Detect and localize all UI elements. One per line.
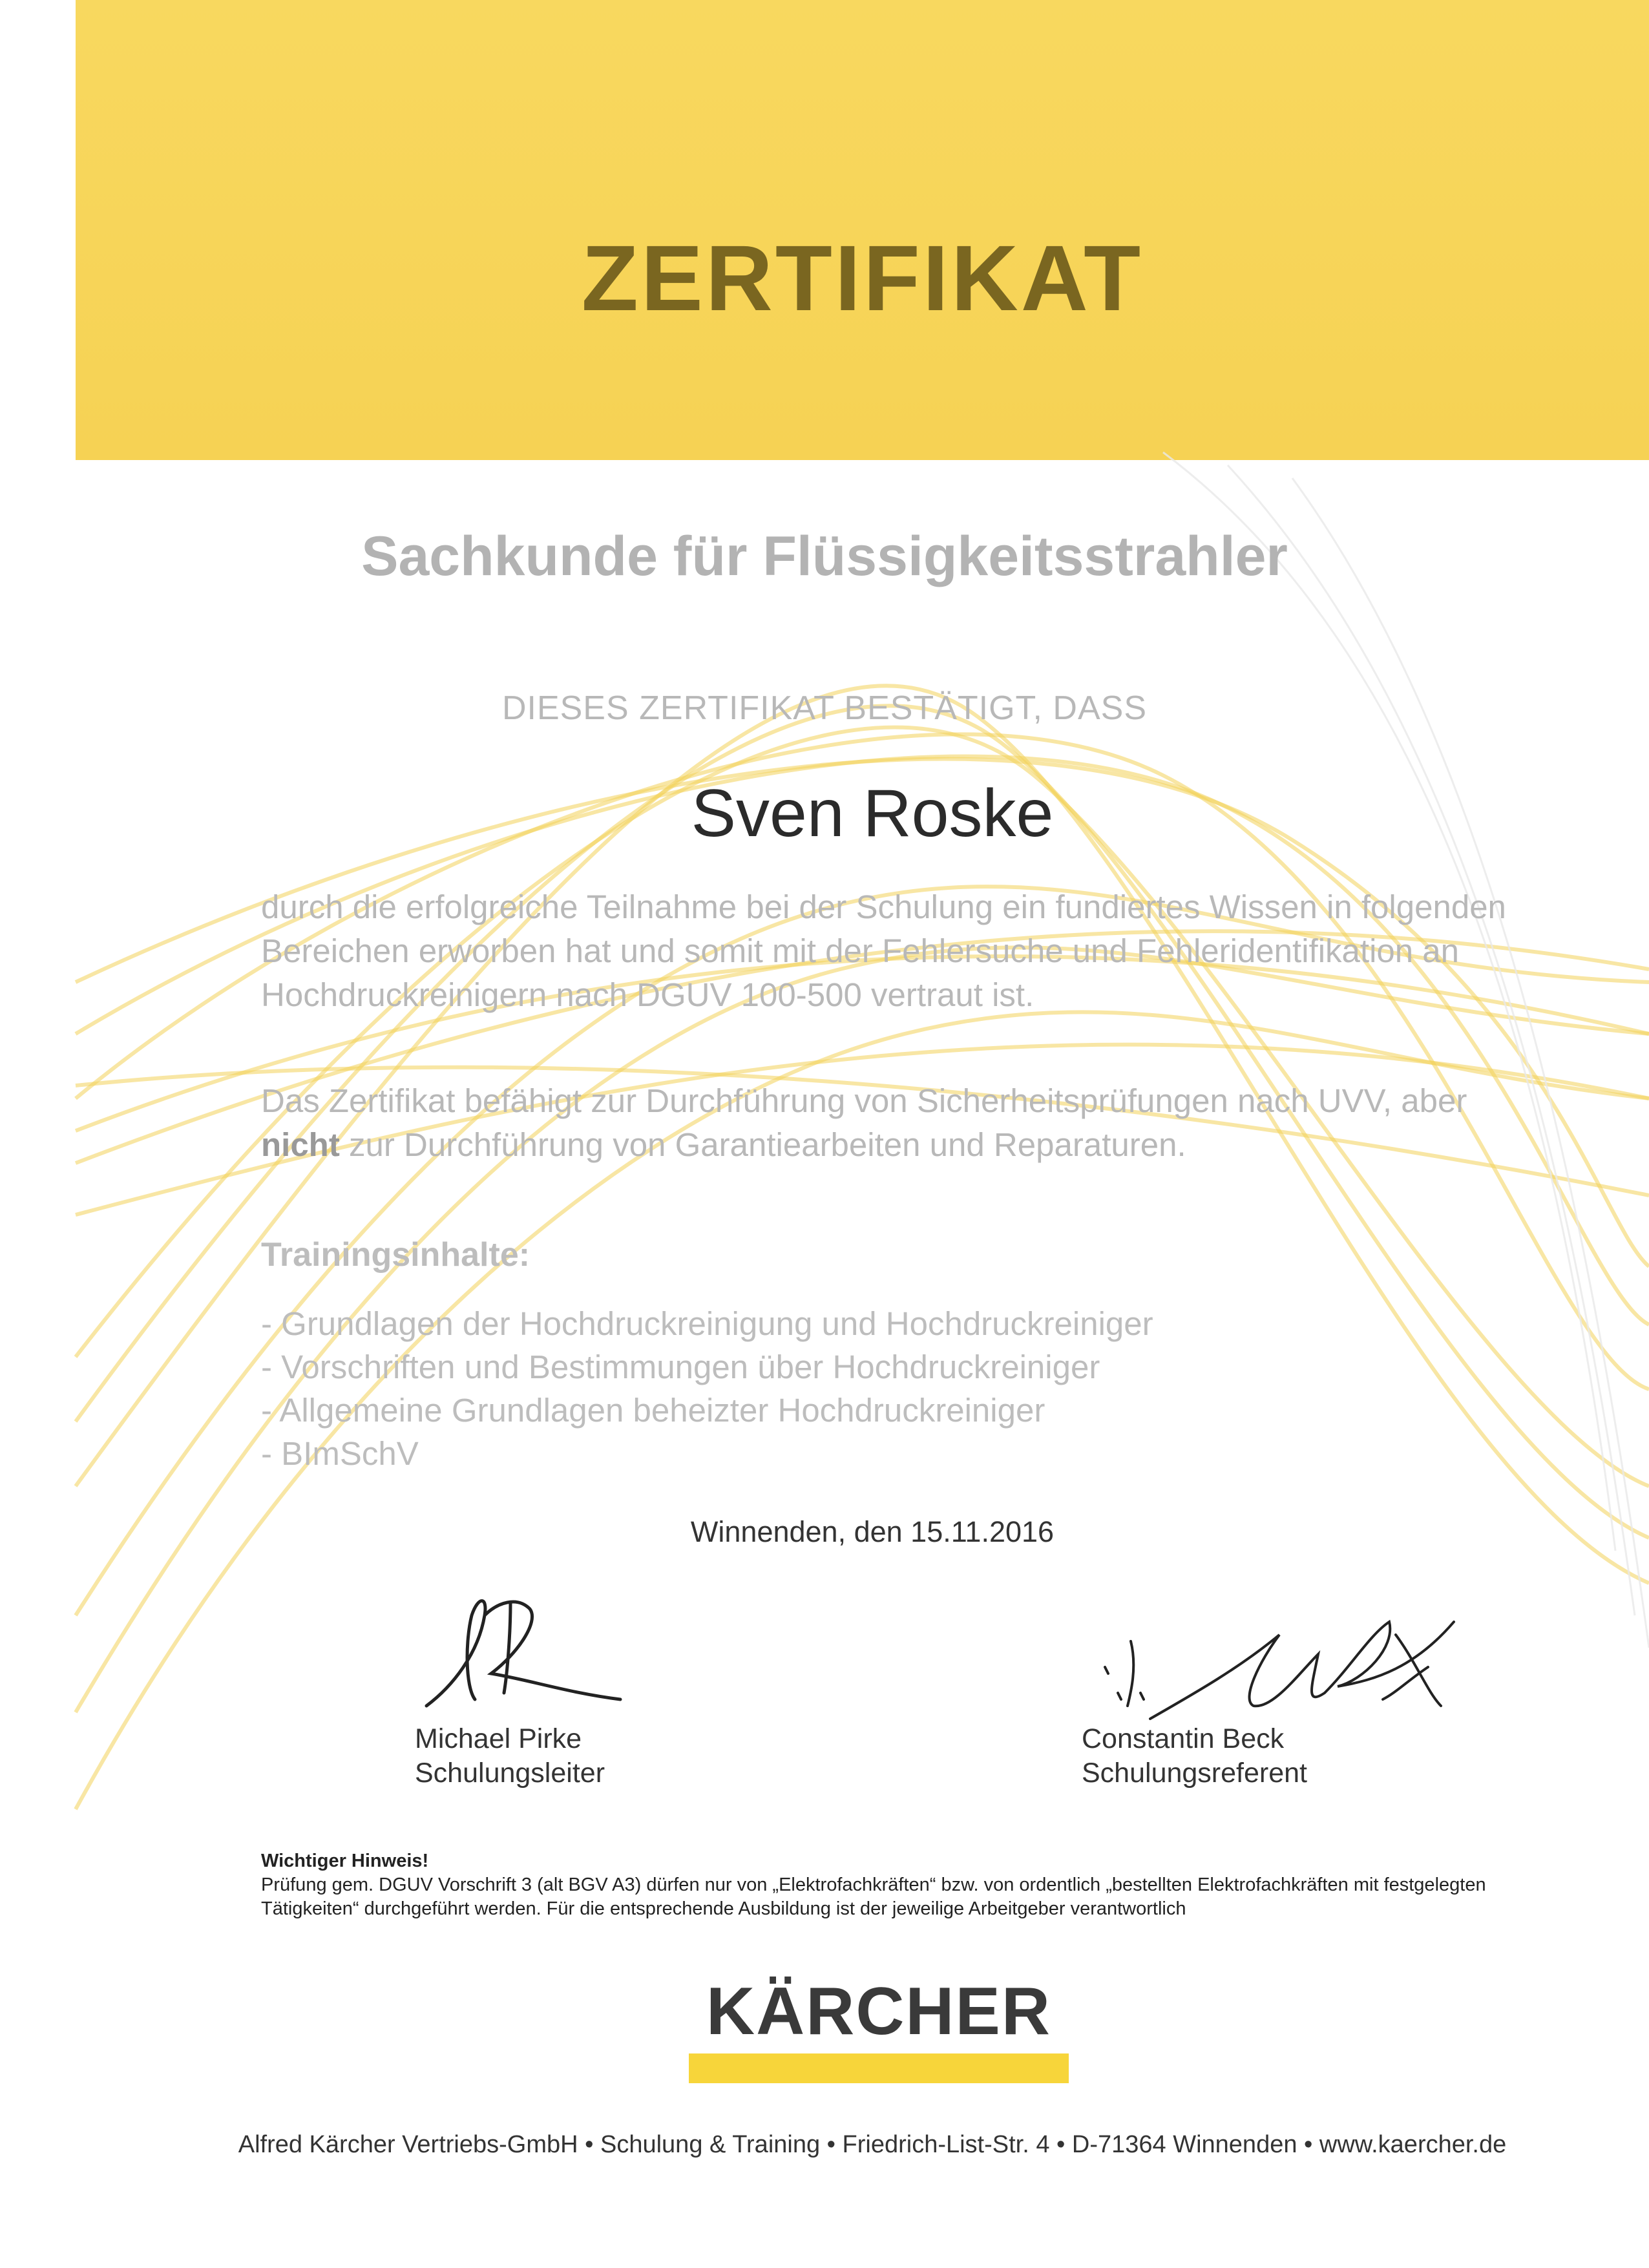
certificate-title: ZERTIFIKAT — [581, 226, 1144, 330]
signatory-name: Constantin Beck — [1082, 1723, 1285, 1754]
signatory-name: Michael Pirke — [415, 1723, 582, 1754]
place-date: Winnenden, den 15.11.2016 — [690, 1515, 1055, 1548]
signatory-role: Schulungsreferent — [1082, 1758, 1307, 1789]
kaercher-logo — [689, 1973, 1069, 2083]
authorization-emphasis: nicht — [261, 1126, 340, 1163]
recipient-name: Sven Roske — [691, 776, 1054, 851]
footer-address: Alfred Kärcher Vertriebs-GmbH • Schulung & Training • Friedrich-List-Str. 4 • D-71364 Winnenden • www.kaercher.de — [238, 2131, 1507, 2158]
authorization-text-end: zur Durchführung von Garantiearbeiten und Reparaturen. — [339, 1126, 1186, 1163]
signatory-beck — [1082, 1722, 1307, 1790]
note-heading: Wichtiger Hinweis! — [261, 1851, 429, 1871]
authorization-text-start: Das Zertifikat befähigt zur Durchführung von Sicherheitsprüfungen nach UVV, aber — [261, 1082, 1467, 1119]
logo-wordmark: KÄRCHER — [706, 1974, 1051, 2049]
certificate-subtitle: Sachkunde für Flüssigkeitsstrahler — [361, 525, 1288, 587]
training-heading: Trainingsinhalte: — [261, 1236, 530, 1274]
title-banner — [76, 0, 1649, 460]
signatory-role: Schulungsleiter — [415, 1758, 605, 1789]
signatory-pirke — [415, 1722, 605, 1790]
knowledge-paragraph: durch die erfolgreiche Teilnahme bei der Schulung ein fundiertes Wissen in folgenden Bereichen erworben hat und somit mit der Fehlersuche und Fehleridentifikation an Hochdruckreinigern nach DGUV 100-500 vertraut ist. — [261, 888, 1506, 1013]
logo-bar — [689, 2053, 1069, 2083]
confirmation-line: DIESES ZERTIFIKAT BESTÄTIGT, DASS — [501, 689, 1148, 727]
important-note — [261, 1849, 1553, 1921]
note-text: Prüfung gem. DGUV Vorschrift 3 (alt BGV A3) dürfen nur von „Elektrofachkräften“ bzw. von ordentlich „bestellten Elektrofachkräften mit festgelegten Tätigkeiten“ durchgeführt werden. Für die entsprechende Ausbildung ist der jeweilige Arbeitgeber verantwortlich — [261, 1874, 1486, 1919]
signature-pirke — [414, 1577, 633, 1719]
training-list — [261, 1302, 1153, 1475]
training-item: - BImSchV — [261, 1435, 419, 1472]
training-item: - Vorschriften und Bestimmungen über Hochdruckreiniger — [261, 1349, 1100, 1385]
training-item: - Allgemeine Grundlagen beheizter Hochdruckreiniger — [261, 1392, 1045, 1429]
authorization-paragraph — [261, 1079, 1528, 1167]
training-item: - Grundlagen der Hochdruckreinigung und Hochdruckreiniger — [261, 1305, 1153, 1342]
